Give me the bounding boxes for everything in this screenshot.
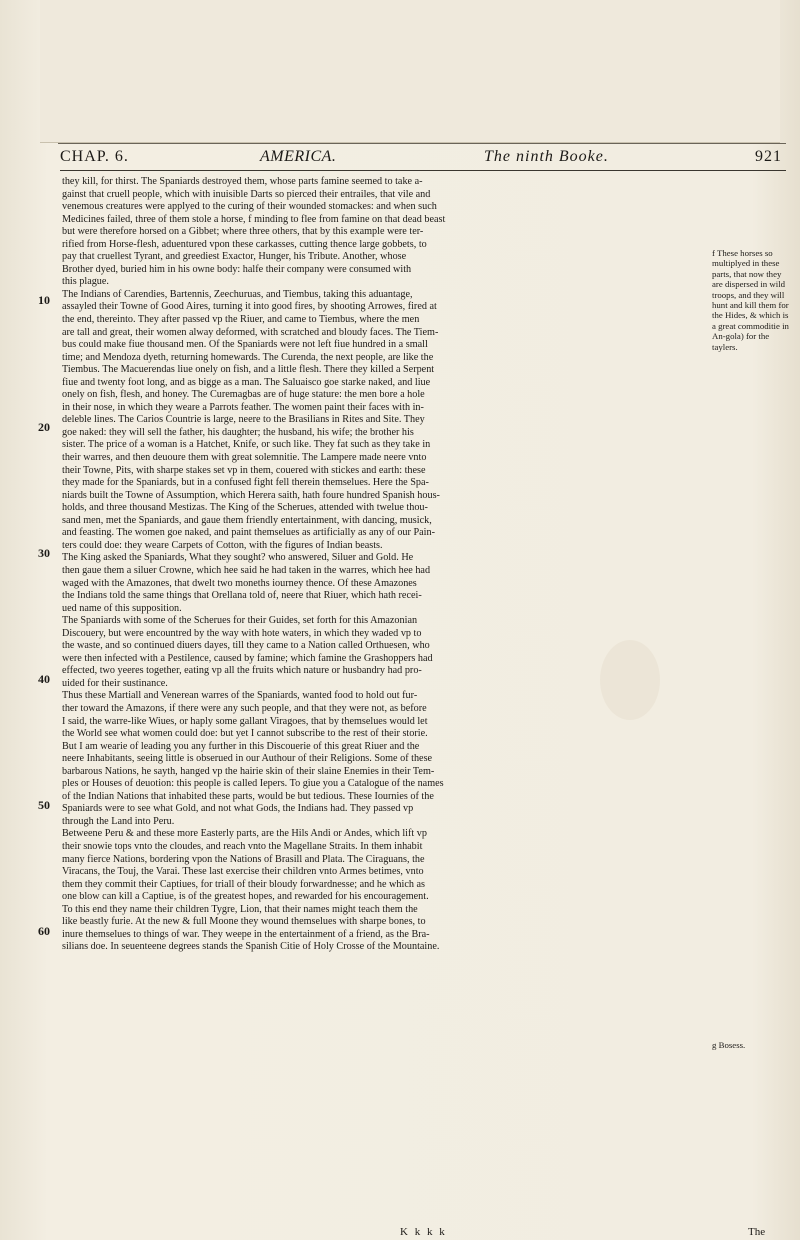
text-line: like beastly furie. At the new & full Moone they wound themselues with sharpe bones, to [62,916,426,928]
text-line: goe naked: they will sell the father, his daughter; the husband, his wife; the brother his [62,426,414,438]
text-line: waged with the Amazones, that dwelt two moneths iourney thence. Of these Amazones [62,577,417,589]
text-line: deleble lines. The Carios Countrie is large, neere to the Brasilians in Rites and Site. They [62,414,425,426]
text-line: The King asked the Spaniards, What they sought? who answered, Siluer and Gold. He [62,552,414,564]
margin-note-g: g Bosess. [712,1040,746,1050]
text-line: Discouery, but were encountred by the way with hote waters, in which they waded vp to [62,627,422,639]
text-line: sister. The price of a woman is a Hatchet, Knife, or such like. They fat such as they take in [62,439,431,451]
text-line: uided for their sustinance. [62,677,168,689]
text-line: niards built the Towne of Assumption, which Herera saith, hath foure hundred Spanish hous- [62,489,440,501]
text-line: silians doe. In seuenteene degrees stands the Spanish Citie of Holy Crosse of the Mountaine. [62,941,440,953]
text-line: in their nose, in which they weare a Parrots feather. The women paint their faces with in- [62,401,424,413]
text-line: the Indians told the same things that Orellana told of, neere that Riuer, which hath recei- [62,590,422,602]
text-line: The Indians of Carendies, Bartennis, Zeechuruas, and Tiembus, taking this aduantage, [62,288,413,300]
text-line: holds, and three thousand Mestizas. The King of the Scherues, attended with twelue thou- [62,502,428,514]
book-label: The ninth Booke. [484,148,609,165]
line-number: 30 [38,546,50,560]
text-line: and feasting. The women goe naked, and paint themselues as artificially as any of our Pain- [62,527,435,539]
text-line: time; and Mendoza dyeth, returning homewards. The Curenda, the next people, are like the [62,351,434,363]
line-number: 50 [38,798,50,812]
text-line: their warres, and then deuoure them with great solemnitie. The Lampere made neere vnto [62,452,427,464]
text-line: they kill, for thirst. The Spaniards destroyed them, whose parts famine seemed to take a- [62,176,423,187]
text-line: many fierce Nations, bordering vpon the Nations of Brasill and Plata. The Ciraguans, the [62,853,425,865]
text-line: one blow can kill a Captiue, is of the greatest hopes, and rewarded for his encouragement. [62,891,429,903]
line-number: 20 [38,420,50,434]
page-number: 921 [755,148,782,165]
text-line: venemous creatures were applyed to the curing of their wounded stomackes: and when such [62,201,437,213]
text-line: are tall and great, their women alway deformed, with scratched and bloudy faces. The Tiem- [62,326,439,338]
text-line: then gaue them a siluer Crowne, which hee said he had taken in the warres, which hee had [62,564,431,576]
chapter-label: CHAP. 6. [60,148,129,165]
text-line: Tiembus. The Macuerendas liue onely on fish, and a little flesh. There they killed a Serpent [62,364,435,376]
text-line: Viracans, the Touj, the Varai. These last exercise their children vnto Armes betimes, vnto [62,866,424,878]
text-line: neere Inhabitants, seeing little is obserued in our Authour of their Religions. Some of these [62,753,433,765]
line-number: 40 [38,672,50,686]
text-line: Brother dyed, buried him in his owne body: halfe their company were consumed with [62,263,412,275]
text-line: But I am wearie of leading you any further in this Discouerie of this great Riuer and the [62,740,420,752]
text-line: inure themselues to things of war. They weepe in the entertainment of a friend, as the Bra- [62,928,430,940]
book-title: AMERICA. [260,148,337,165]
text-line: pay that cruellest Tyrant, and greediest Exactor, Hunger, his Tribute. Another, whose [62,251,407,263]
text-line: effected, two yeeres together, eating vp all the fruits which nature or husbandry had pro- [62,665,422,677]
text-line: fiue and twenty foot long, and as bigge as a man. The Saluaisco goe starke naked, and liue [62,376,431,388]
text-line: ued name of this supposition. [62,602,182,614]
margin-note-f: f These horses so multiplyed in these parts, that now they are dispersed in wild troops, and they will hunt and kill them for the Hides, & which is a great commoditie in An-gola) for the taylers. [712,248,789,352]
catchword: The [748,1226,766,1238]
text-line: ters could doe: they weare Carpets of Cotton, with the figures of Indian beasts. [62,539,383,551]
text-line: of the Indian Nations that inhabited these parts, would be but tedious. These Iournies of the [62,790,434,802]
line-number: 10 [38,293,50,307]
top-rule [58,143,786,144]
text-line: but were therefore horsed on a Gibbet; where three others, that by this example were ter- [62,226,424,238]
text-line: Thus these Martiall and Venerean warres of the Spaniards, wanted food to hold out fur- [62,690,418,702]
text-line: Medicines failed, three of them stole a horse, f minding to flee from famine on that dead beast [62,213,446,225]
running-head [60,148,786,170]
text-line: ples or Houses of deuotion: this people is called Iepers. To giue you a Catalogue of the names [62,778,444,790]
text-line: The Spaniards with some of the Scherues for their Guides, set forth for this Amazonian [62,615,418,627]
text-line: their snowie tops vnto the cloudes, and reach vnto the Magellane Straits. In them inhabit [62,840,423,852]
text-line: barbarous Nations, he sayth, hanged vp the hairie skin of their slaine Enemies in their Tem- [62,765,435,777]
text-line: gainst that cruell people, which with inuisible Darts so pierced their entrailes, that vile and [62,188,431,200]
text-line: sand men, met the Spaniards, and gaue them friendly entertainment, with dancing, musick, [62,514,432,526]
text-line: To this end they name their children Tygre, Lion, that their names might teach them the [62,903,418,915]
text-line: Spaniards were to see what Gold, and not what Gods, the Indians had. They passed vp [62,803,414,815]
line-number: 60 [38,924,50,938]
text-line: the World see what women could doe: but yet I cannot subscribe to the rest of their storie. [62,728,428,740]
text-line: ther toward the Amazons, if there were any such people, and that they were not, as before [62,702,427,714]
text-line: onely on fish, flesh, and honey. The Curemagbas are of huge stature: the men bore a hole [62,389,425,401]
text-line: the waste, and so continued diuers dayes, till they came to a Nation called Orthuesen, who [62,640,430,652]
signature-mark: K k k k [400,1226,447,1238]
text-line: they made for the Spaniards, but in a confused fight fell therein themselues. Here the Spa- [62,477,429,489]
text-line: I said, the warre-like Wiues, or haply some gallant Viragoes, that by themselues would let [62,715,428,727]
text-line: were then infected with a Pestilence, caused by famine; which famine the Grashoppers had [62,652,433,664]
text-line: the end, thereinto. They after passed vp the Riuer, and came to Tiembus, where the men [62,314,420,326]
text-line: bus could make fiue thousand men. Of the Spaniards were not left fiue hundred in a small [62,339,428,351]
text-line: through the Land into Peru. [62,815,175,827]
body-text [62,176,704,954]
head-rule [60,170,786,171]
text-line: assayled their Towne of Good Aires, turning it into good fires, by shooting Arrowes, fired at [62,301,437,313]
text-line: their Towne, Pits, with sharpe stakes set vp in them, couered with stickes and earth: these [62,464,426,476]
text-line: this plague. [62,276,109,288]
text-line: Betweene Peru & and these more Easterly parts, are the Hils Andi or Andes, which lift vp [62,828,427,840]
text-line: them they commit their Captiues, for triall of their bloudy forwardnesse; and he which as [62,878,425,890]
previous-page-edge [40,0,780,143]
text-line: rified from Horse-flesh, aduentured vpon these carkasses, cutting thence large gobbets, to [62,238,427,250]
